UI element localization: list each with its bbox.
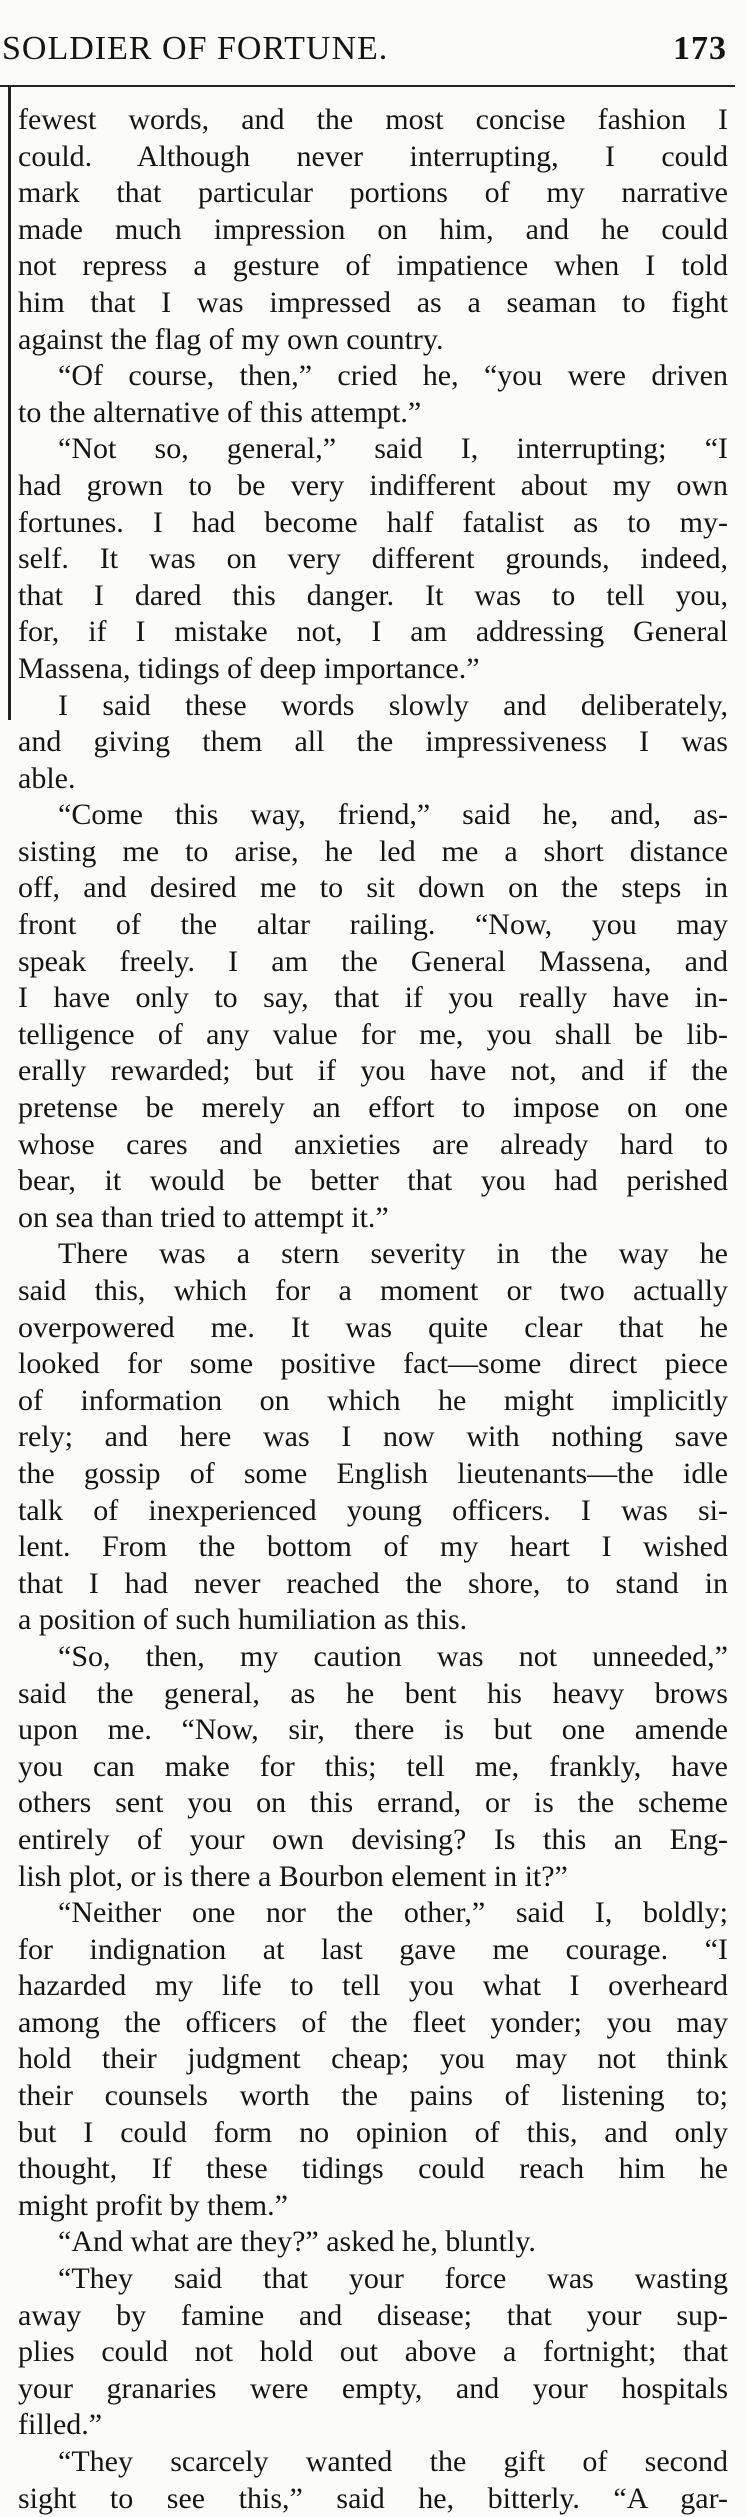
text-line: front of the altar railing. “Now, you may	[18, 908, 728, 942]
text-line: your granaries were empty, and your hospitals	[18, 2371, 728, 2405]
text-line: among the officers of the fleet yonder; you may	[18, 2005, 728, 2039]
text-line: lish plot, or is there a Bourbon element in it?”	[18, 1859, 568, 1893]
text-line: of information on which he might implicitly	[18, 1383, 728, 1417]
text-line: speak freely. I am the General Massena, and	[18, 944, 728, 978]
text-line: you can make for this; tell me, frankly, have	[18, 1749, 728, 1783]
text-line: looked for some positive fact—some direct piece	[18, 1347, 728, 1381]
text-line: said this, which for a moment or two actually	[18, 1274, 728, 1307]
text-line: had grown to be very indifferent about my own	[18, 468, 728, 502]
text-line: on sea than tried to attempt it.”	[18, 1200, 389, 1234]
text-line: off, and desired me to sit down on the steps in	[18, 871, 728, 905]
text-line: to the alternative of this attempt.”	[18, 395, 422, 429]
margin-rule	[8, 86, 11, 720]
text-line: erally rewarded; but if you have not, and if the	[18, 1054, 728, 1088]
text-line: “Of course, then,” cried he, “you were driven	[58, 359, 728, 393]
text-line: hold their judgment cheap; you may not think	[18, 2042, 728, 2076]
text-line: “And what are they?” asked he, bluntly.	[58, 2225, 536, 2259]
text-line: him that I was impressed as a seaman to fight	[18, 285, 728, 319]
text-line: but I could form no opinion of this, and only	[18, 2115, 728, 2149]
text-line: their counsels worth the pains of listening to;	[18, 2079, 728, 2113]
text-line: made much impression on him, and he could	[18, 212, 728, 246]
page-header	[0, 30, 747, 78]
text-line: “Not so, general,” said I, interrupting; “I	[58, 432, 728, 466]
text-line: rely; and here was I now with nothing save	[18, 1420, 728, 1454]
text-line: the gossip of some English lieutenants—the idle	[18, 1456, 728, 1490]
text-line: against the flag of my own country.	[18, 322, 444, 356]
header-rule	[0, 85, 735, 87]
text-line: filled.”	[18, 2408, 103, 2442]
text-line: I have only to say, that if you really have in-	[18, 981, 728, 1015]
text-line: entirely of your own devising? Is this an Eng-	[18, 1822, 728, 1856]
text-line: fewest words, and the most concise fashion I	[18, 103, 728, 136]
text-line: lent. From the bottom of my heart I wished	[18, 1530, 728, 1564]
text-line: pretense be merely an effort to impose on one	[18, 1091, 728, 1125]
text-line: whose cares and anxieties are already hard to	[18, 1127, 728, 1161]
body-text	[18, 102, 728, 2517]
text-line: hazarded my life to tell you what I overheard	[18, 1969, 728, 2003]
text-line: not repress a gesture of impatience when I told	[18, 249, 728, 283]
text-line: away by famine and disease; that your sup-	[18, 2298, 728, 2332]
text-line: Massena, tidings of deep importance.”	[18, 651, 480, 685]
text-line: for, if I mistake not, I am addressing General	[18, 615, 728, 649]
text-line: could. Although never interrupting, I could	[18, 139, 728, 173]
text-line: might profit by them.”	[18, 2188, 288, 2222]
text-line: and giving them all the impressiveness I was	[18, 725, 728, 759]
text-line: others sent you on this errand, or is the scheme	[18, 1786, 728, 1820]
text-line: for indignation at last gave me courage. “I	[18, 1932, 728, 1966]
text-line: I said these words slowly and deliberately,	[58, 688, 728, 722]
text-line: overpowered me. It was quite clear that he	[18, 1310, 728, 1344]
text-line: There was a stern severity in the way he	[58, 1237, 728, 1271]
text-line: upon me. “Now, sir, there is but one amende	[18, 1713, 728, 1747]
text-line: “So, then, my caution was not unneeded,”	[58, 1639, 728, 1673]
text-line: telligence of any value for me, you shall be lib-	[18, 1017, 728, 1051]
text-line: a position of such humiliation as this.	[18, 1603, 468, 1637]
running-title: SOLDIER OF FORTUNE.	[2, 30, 389, 67]
page-number: 173	[673, 30, 727, 67]
text-line: “They said that your force was wasting	[58, 2262, 728, 2296]
text-line: mark that particular portions of my narrative	[18, 176, 728, 210]
text-line: bear, it would be better that you had perished	[18, 1164, 728, 1198]
text-line: talk of inexperienced young officers. I was si-	[18, 1493, 728, 1527]
text-line: fortunes. I had become half fatalist as to my-	[18, 505, 728, 539]
text-line: that I dared this danger. It was to tell you,	[18, 578, 728, 612]
text-line: plies could not hold out above a fortnight; that	[18, 2335, 728, 2369]
text-line: self. It was on very different grounds, indeed,	[18, 542, 728, 576]
text-line: “Neither one nor the other,” said I, boldly;	[58, 1896, 728, 1930]
text-line: sight to see this,” said he, bitterly. “A gar-	[18, 2481, 728, 2515]
text-line: “They scarcely wanted the gift of second	[58, 2445, 728, 2478]
text-line: that I had never reached the shore, to stand in	[18, 1566, 728, 1600]
text-line: able.	[18, 761, 76, 795]
text-line: said the general, as he bent his heavy brows	[18, 1676, 728, 1710]
text-line: thought, If these tidings could reach him he	[18, 2152, 728, 2186]
text-line: “Come this way, friend,” said he, and, as-	[58, 798, 728, 832]
text-line: sisting me to arise, he led me a short distance	[18, 834, 728, 868]
